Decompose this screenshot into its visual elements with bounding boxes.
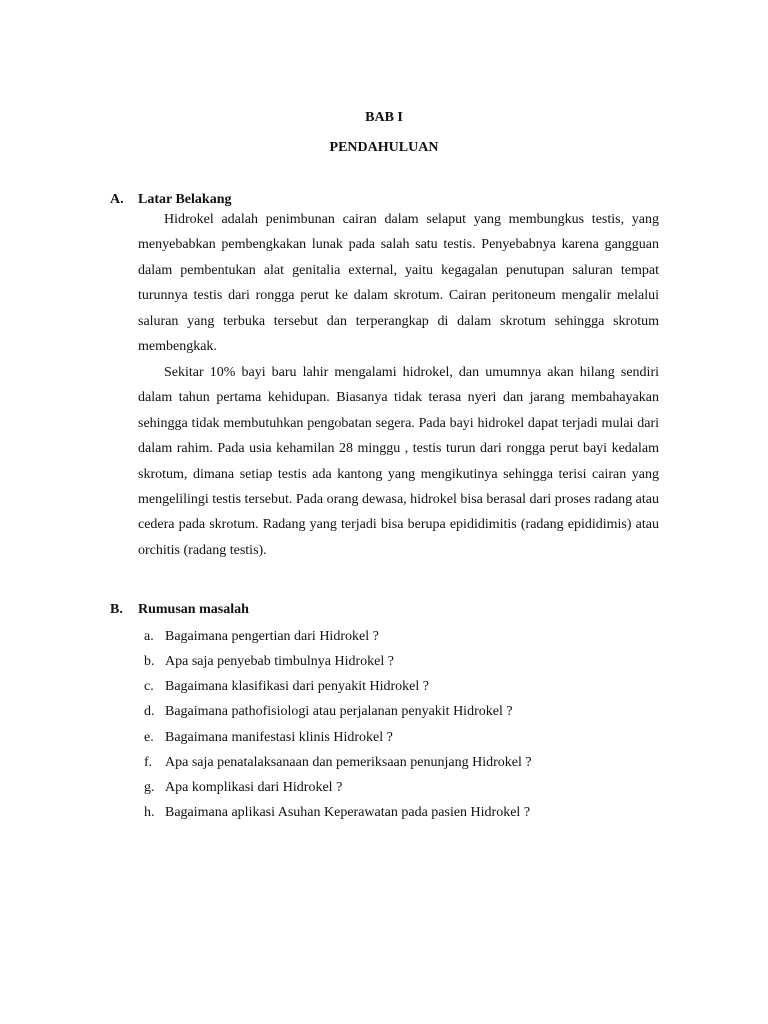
list-marker: e. [144,729,154,745]
list-item-text: Bagaimana manifestasi klinis Hidrokel ? [165,729,393,745]
paragraph-1: Hidrokel adalah penimbunan cairan dalam selaput yang membungkus testis, yang menyebabkan pembengkakan lunak pada salah satu testis. Penyebabnya karena gangguan dalam pembentukan alat genitalia external, yaitu kegagalan penutupan saluran tempat turunnya testis dari rongga perut ke dalam skrotum. Cairan peritoneum mengalir melalui saluran yang terbuka tersebut dan terperangkap di dalam skrotum sehingga skrotum membengkak. [138,212,659,355]
list-item [144,699,532,724]
section-b-heading [110,602,249,618]
chapter-number: BAB I [365,110,403,125]
list-item-text: Apa saja penatalaksanaan dan pemeriksaan penunjang Hidrokel ? [165,754,532,770]
paragraph-2: Sekitar 10% bayi baru lahir mengalami hidrokel, dan umumnya akan hilang sendiri dalam tahun pertama kehidupan. Biasanya tidak terasa nyeri dan jarang membahayakan sehingga tidak membutuhkan pengobatan segera. Pada bayi hidrokel dapat terjadi mulai dari dalam rahim. Pada usia kehamilan 28 minggu , testis turun dari rongga perut bayi kedalam skrotum, dimana setiap testis ada kantong yang mengikutinya sehingga terisi cairan yang mengelilingi testis tersebut. Pada orang dewasa, hidrokel bisa berasal dari proses radang atau cedera pada skrotum. Radang yang terjadi bisa berupa epididimitis (radang epididimis) atau orchitis (radang testis). [138,365,659,558]
section-b-title: Rumusan masalah [138,602,249,617]
list-marker: c. [144,679,154,695]
list-marker: d. [144,704,155,720]
list-marker: f. [144,754,153,770]
section-a-heading [110,192,231,208]
list-item [144,775,532,800]
list-item [144,750,532,775]
list-item [144,674,532,699]
list-item [144,800,532,825]
list-marker: b. [144,654,155,670]
list-item [144,725,532,750]
section-a-marker: A. [110,192,124,207]
list-item-text: Apa saja penyebab timbulnya Hidrokel ? [165,654,394,670]
list-item-text: Apa komplikasi dari Hidrokel ? [165,779,343,795]
list-item-text: Bagaimana klasifikasi dari penyakit Hidrokel ? [165,679,429,695]
list-item-text: Bagaimana aplikasi Asuhan Keperawatan pada pasien Hidrokel ? [165,804,531,820]
chapter-title: PENDAHULUAN [329,140,439,155]
list-marker: h. [144,804,155,820]
list-item [144,624,532,649]
list-item-text: Bagaimana pathofisiologi atau perjalanan penyakit Hidrokel ? [165,704,513,720]
section-a-title: Latar Belakang [138,192,232,207]
problem-list [144,624,532,825]
list-item-text: Bagaimana pengertian dari Hidrokel ? [165,629,379,644]
list-marker: g. [144,779,155,795]
list-item [144,649,532,674]
list-marker: a. [144,629,154,644]
section-b-marker: B. [110,602,123,617]
